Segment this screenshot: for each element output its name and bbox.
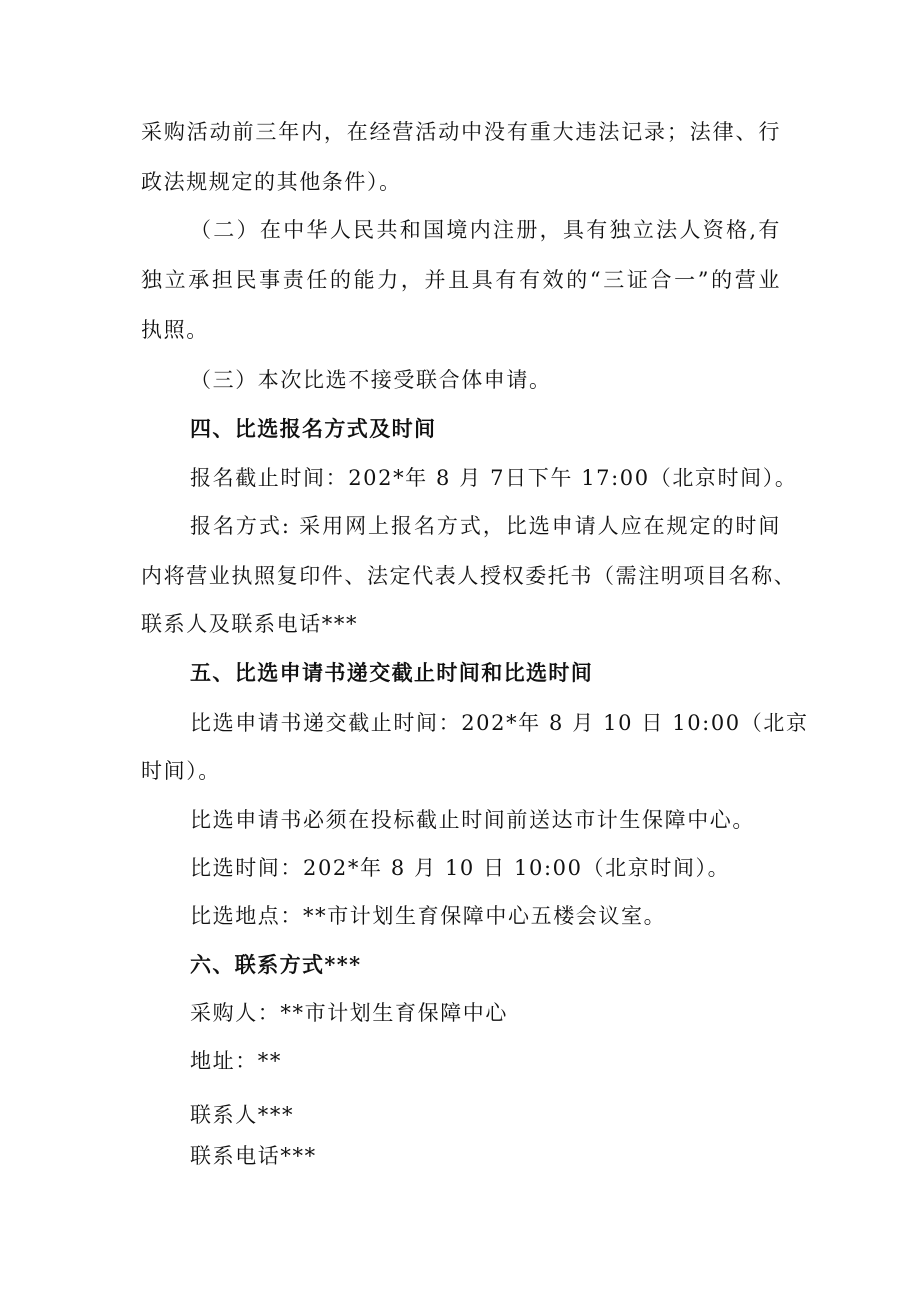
section-heading-4: 四、比选报名方式及时间 xyxy=(190,416,437,441)
section-heading-6: 六、联系方式*** xyxy=(190,952,362,977)
para3: （三）本次比选不接受联合体申请。 xyxy=(190,368,552,392)
registration-method-line2: 内将营业执照复印件、法定代表人授权委托书（需注明项目名称、 xyxy=(141,564,797,588)
submission-deadline-line2: 时间）。 xyxy=(141,759,221,783)
selection-place: 比选地点：**市计划生育保障中心五楼会议室。 xyxy=(190,904,667,928)
registration-method-line1: 报名方式: 采用网上报名方式，比选申请人应在规定的时间 xyxy=(190,514,781,538)
para1-line2: 政法规规定的其他条件）。 xyxy=(141,170,402,194)
address: 地址：** xyxy=(190,1049,282,1073)
para2-line3: 执照。 xyxy=(141,318,209,342)
section-heading-5: 五、比选申请书递交截止时间和比选时间 xyxy=(190,660,594,685)
registration-deadline: 报名截止时间：202*年 8 月 7日下午 17:00（北京时间）。 xyxy=(190,466,798,490)
submission-deadline-line1: 比选申请书递交截止时间：202*年 8 月 10 日 10:00（北京 xyxy=(190,711,809,735)
para1-line1: 采购活动前三年内，在经营活动中没有重大违法记录；法律、行 xyxy=(141,120,781,144)
contact-person: 联系人*** xyxy=(190,1103,295,1127)
selection-time: 比选时间：202*年 8 月 10 日 10:00（北京时间）。 xyxy=(190,856,731,880)
purchaser: 采购人：**市计划生育保障中心 xyxy=(190,1001,508,1025)
registration-method-line3: 联系人及联系电话*** xyxy=(141,612,359,636)
delivery-note: 比选申请书必须在投标截止时间前送达市计生保障中心。 xyxy=(190,808,755,832)
para2-line1: （二）在中华人民共和国境内注册，具有独立法人资格,有 xyxy=(190,218,781,242)
contact-phone: 联系电话*** xyxy=(190,1144,317,1168)
para2-line2: 独立承担民事责任的能力，并且具有有效的“三证合一”的营业 xyxy=(141,268,781,292)
